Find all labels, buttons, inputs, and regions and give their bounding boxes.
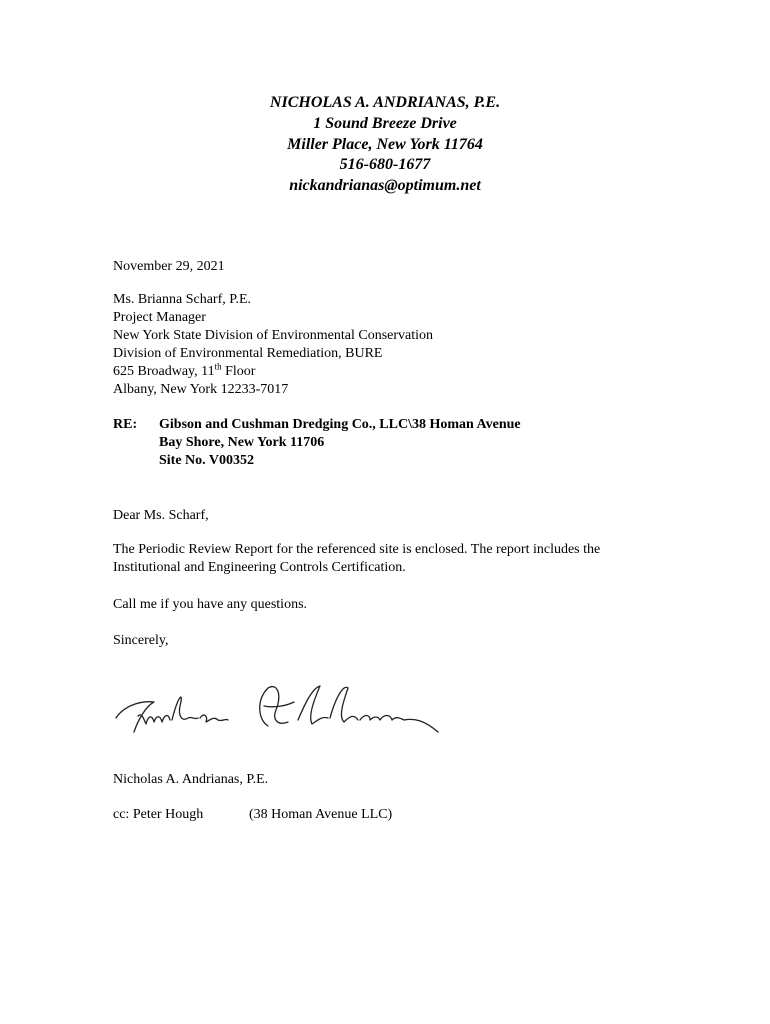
re-line-1: Gibson and Cushman Dredging Co., LLC\38 Homan Avenue — [159, 417, 521, 432]
letterhead-phone: 516-680-1677 — [339, 156, 431, 174]
recipient-name: Ms. Brianna Scharf, P.E. — [113, 292, 252, 307]
salutation: Dear Ms. Scharf, — [113, 508, 209, 523]
recipient-org: New York State Division of Environmental Conservation — [113, 328, 434, 343]
re-line-3: Site No. V00352 — [159, 453, 255, 468]
signature-name: Nicholas A. Andrianas, P.E. — [113, 772, 269, 787]
address-sup: th — [214, 361, 222, 372]
re-block — [113, 416, 521, 468]
address-suffix: Floor — [221, 364, 256, 379]
re-label: RE: — [113, 417, 138, 432]
paragraph-line-1: The Periodic Review Report for the referenced site is enclosed. The report includes the — [113, 542, 601, 557]
letterhead-name: NICHOLAS A. ANDRIANAS, P.E. — [269, 94, 501, 111]
recipient-address — [113, 363, 433, 381]
letterhead — [0, 93, 770, 197]
cc-line — [113, 806, 393, 824]
recipient-city: Albany, New York 12233-7017 — [113, 382, 289, 397]
letterhead-city: Miller Place, New York 11764 — [287, 135, 483, 153]
recipient-title: Project Manager — [113, 310, 206, 325]
paragraph-line-2: Institutional and Engineering Controls Certification. — [113, 560, 406, 575]
letter-date: November 29, 2021 — [113, 259, 225, 274]
recipient-division: Division of Environmental Remediation, BURE — [113, 346, 383, 361]
body-paragraph — [113, 541, 600, 577]
closing: Sincerely, — [113, 633, 169, 648]
letterhead-street: 1 Sound Breeze Drive — [313, 114, 457, 132]
recipient-block — [113, 291, 433, 399]
cc-recipient: cc: Peter Hough — [113, 807, 204, 822]
letterhead-email: nickandrianas@optimum.net — [289, 177, 481, 195]
handwritten-signature — [108, 676, 448, 746]
re-line-2: Bay Shore, New York 11706 — [159, 435, 325, 450]
re-lines — [159, 416, 521, 470]
address-prefix: 625 Broadway, 11 — [113, 364, 215, 379]
cc-organization: (38 Homan Avenue LLC) — [249, 807, 393, 822]
questions-line: Call me if you have any questions. — [113, 597, 308, 612]
